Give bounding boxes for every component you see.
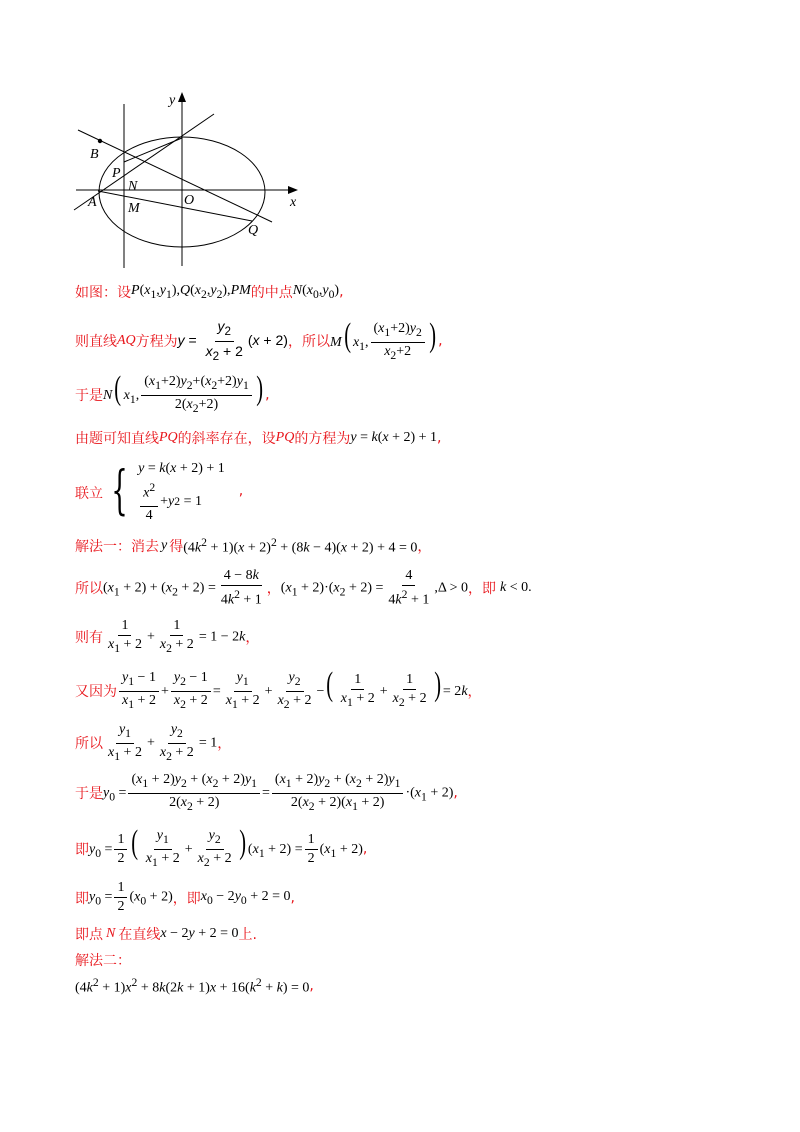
l5-prefix: 联立: [75, 485, 103, 502]
label-x: x: [290, 195, 297, 210]
l7-math2: $(x_1 + 2)\cdot(x_2 + 2)$ = $\frac{4}{4k^2 + 1}$ ,Δ > 0: [280, 568, 468, 608]
l7-prefix: 所以: [75, 581, 103, 598]
l14-math: x − 2y + 2 = 0: [160, 926, 239, 941]
l6-y: y: [161, 538, 168, 554]
line-7: 所以 $(x_1 + 2) + (x_2 + 2)$ = $\frac{4 - 8k}{4k^2 + 1}$ ， $(x_1 + 2)\cdot(x_2 + 2)$ = $\frac{4}{4k^2 + 1}$ ,Δ > 0 ， 即 k < 0 .: [75, 568, 532, 608]
line-16: $(4k^2 + 1)x^2 + 8k(2k + 1)x + 16(k^2 + k) = 0$ ,: [75, 976, 314, 996]
l14-c: 上.: [238, 927, 257, 943]
l14-n: N: [106, 926, 116, 941]
line-p-top: [124, 138, 182, 162]
line-aq: [98, 191, 252, 221]
l9-prefix: 又因为: [75, 683, 117, 700]
l7-math3: k < 0: [500, 580, 529, 596]
l2-math: y = $\frac{y_2}{x_2 + 2}$ (x + 2): [177, 318, 288, 363]
line-13: 即 $y_0$ = $\frac{1}{2}$ $(x_0 + 2)$ ， 即 $x_0 - 2y_0 + 2 = 0$ ,: [75, 880, 295, 914]
l6-prefix: 解法一：消去: [75, 539, 159, 556]
l14-b: 在直线: [118, 927, 161, 943]
l6-mid: 得: [169, 539, 184, 556]
l3-prefix: 于是: [75, 387, 103, 404]
l2-mid: 方程为: [135, 334, 178, 351]
l15: 解法二：: [75, 953, 131, 969]
l3-math: N( $x_1$, $\frac{(x_1+2)y_2+(x_2+2)y_1}{2(x_2+2)}$ ): [103, 370, 263, 416]
l1-math2: $N(x_0,y_0)$: [292, 283, 340, 301]
line-11: 于是 $y_0$ = $\frac{(x_1 + 2)y_2 + (x_2 + 2)y_1}{2(x_2 + 2)}$ = $\frac{(x_1 + 2)y_2 + (x_2 + 2)y_1}{2(x_2 + 2)(x_1 + 2)}$ $\cdot(x_1 + 2)$ ,: [75, 772, 458, 813]
l8-math: $\frac{1}{x_1 + 2}$ + $\frac{1}{x_2 + 2}$ = 1 − 2k: [108, 618, 246, 655]
x-axis-arrow: [288, 186, 298, 194]
line-4: 由题可知直线 PQ 的斜率存在，设 PQ 的方程为 y = k(x + 2) + 1 ,: [75, 430, 442, 447]
label-b: B: [90, 147, 99, 162]
y-axis-arrow: [178, 92, 186, 102]
label-a: A: [88, 195, 97, 210]
line-1: 如图：设 $P(x_1,y_1),Q(x_2,y_2),PM$ 的中点 $N(x_0,y_0)$ ,: [75, 283, 344, 301]
line-2: 则直线 AQ 方程为 y = $\frac{y_2}{x_2 + 2}$ (x + 2) ， 所以 M( $x_1$, $\frac{(x_1+2)y_2}{x_2+2}$ ) ,: [75, 316, 443, 363]
l7-math1: $(x_1 + 2) + (x_2 + 2)$ = $\frac{4 - 8k}{4k^2 + 1}$: [103, 568, 262, 608]
label-m: M: [128, 201, 140, 216]
l12-math: $y_0$ = $\frac{1}{2}$ ( $\frac{y_1}{x_1 + 2}$ + $\frac{y_2}{x_2 + 2}$ ) $(x_1 + 2)$ = $\frac{1}{2}$ $(x_1 + 2)$: [89, 824, 363, 870]
l11-prefix: 于是: [75, 786, 103, 803]
l4-c: 的方程为: [294, 431, 351, 447]
point-b: [98, 139, 102, 143]
l9-math: $\frac{y_1 - 1}{x_1 + 2}$ + $\frac{y_2 - 1}{x_2 + 2}$ = $\frac{y_1}{x_1 + 2}$ + $\frac{y_2}{x_2 + 2}$ −( $\frac{1}{x_1 + 2}$ + $\frac{1}{x_2 + 2}$ ) = 2k: [117, 668, 468, 713]
l8-prefix: 则有: [75, 630, 103, 647]
label-o: O: [184, 193, 195, 208]
l4-a: 由题可知直线: [75, 431, 159, 447]
l13-math2: $x_0 - 2y_0 + 2 = 0$: [200, 888, 291, 907]
l2-math2: M( $x_1$, $\frac{(x_1+2)y_2}{x_2+2}$ ): [329, 316, 436, 362]
line-8: 则有 $\frac{1}{x_1 + 2}$ + $\frac{1}{x_2 + 2}$ = 1 − 2k ，: [75, 618, 260, 655]
l13-prefix: 即: [75, 890, 89, 907]
l11-math: $y_0$ = $\frac{(x_1 + 2)y_2 + (x_2 + 2)y_1}{2(x_2 + 2)}$ = $\frac{(x_1 + 2)y_2 + (x_2 + 2)y_1}{2(x_2 + 2)(x_1 + 2)}$ $\cdot(x_1 + 2)$: [103, 772, 454, 813]
label-y: y: [169, 93, 176, 108]
line-14: [75, 924, 257, 944]
l12-prefix: 即: [75, 841, 89, 858]
line-15: [75, 950, 131, 970]
l5-system: y = k(x + 2) + 1 $\frac{x^2}{4}$ + y 2 = 1: [138, 461, 225, 523]
l2-aq: AQ: [117, 333, 136, 349]
l4-pq1: PQ: [159, 430, 178, 445]
label-p: P: [112, 166, 121, 181]
l4-math: y = k(x + 2) + 1: [350, 430, 438, 445]
ellipse-figure: [72, 90, 312, 275]
line-3: 于是 N( $x_1$, $\frac{(x_1+2)y_2+(x_2+2)y_1}{2(x_2+2)}$ ) ,: [75, 370, 270, 416]
line-10: 所以 $\frac{y_1}{x_1 + 2}$ + $\frac{y_2}{x_2 + 2}$ = 1 ，: [75, 722, 232, 763]
l2-prefix: 则直线: [75, 334, 117, 351]
l13-math1: $y_0$ = $\frac{1}{2}$ $(x_0 + 2)$: [89, 880, 173, 914]
l7-ji: 即: [482, 581, 496, 598]
l1-math: $P(x_1,y_1),Q(x_2,y_2),PM$: [131, 283, 251, 301]
l10-prefix: 所以: [75, 736, 103, 753]
label-n: N: [128, 179, 138, 194]
l10-math: $\frac{y_1}{x_1 + 2}$ + $\frac{y_2}{x_2 + 2}$ = 1: [108, 722, 218, 763]
l6-math: $(4k^2 + 1)(x + 2)^2 + (8k - 4)(x + 2) + 4 = 0$: [183, 536, 418, 556]
l1-mid: 的中点: [250, 285, 293, 301]
line-9: 又因为 $\frac{y_1 - 1}{x_1 + 2}$ + $\frac{y_2 - 1}{x_2 + 2}$ = $\frac{y_1}{x_1 + 2}$ + $\frac{y_2}{x_2 + 2}$ −( $\frac{1}{x_1 + 2}$ + $\frac{1}{x_2 + 2}$ ) = 2k ，: [75, 666, 482, 712]
line-12: 即 $y_0$ = $\frac{1}{2}$ ( $\frac{y_1}{x_1 + 2}$ + $\frac{y_2}{x_2 + 2}$ ) $(x_1 + 2)$ = $\frac{1}{2}$ $(x_1 + 2)$ ,: [75, 824, 368, 870]
l13-ji: 即: [186, 890, 201, 907]
l14-a: 即点: [75, 927, 103, 943]
l1-prefix: 如图：设: [75, 285, 131, 301]
l16-math: $(4k^2 + 1)x^2 + 8k(2k + 1)x + 16(k^2 + k) = 0$: [75, 976, 310, 996]
line-6: 解法一：消去 y 得 $(4k^2 + 1)(x + 2)^2 + (8k - 4)(x + 2) + 4 = 0$ ，: [75, 536, 432, 556]
line-pq: [78, 130, 272, 222]
l4-pq2: PQ: [275, 430, 295, 445]
label-q: Q: [248, 223, 259, 238]
line-5: 联立 { y = k(x + 2) + 1 $\frac{x^2}{4}$ + y 2 = 1 ,: [75, 458, 243, 524]
l2-so: 所以: [301, 334, 330, 351]
l4-b: 的斜率存在，设: [177, 431, 276, 447]
